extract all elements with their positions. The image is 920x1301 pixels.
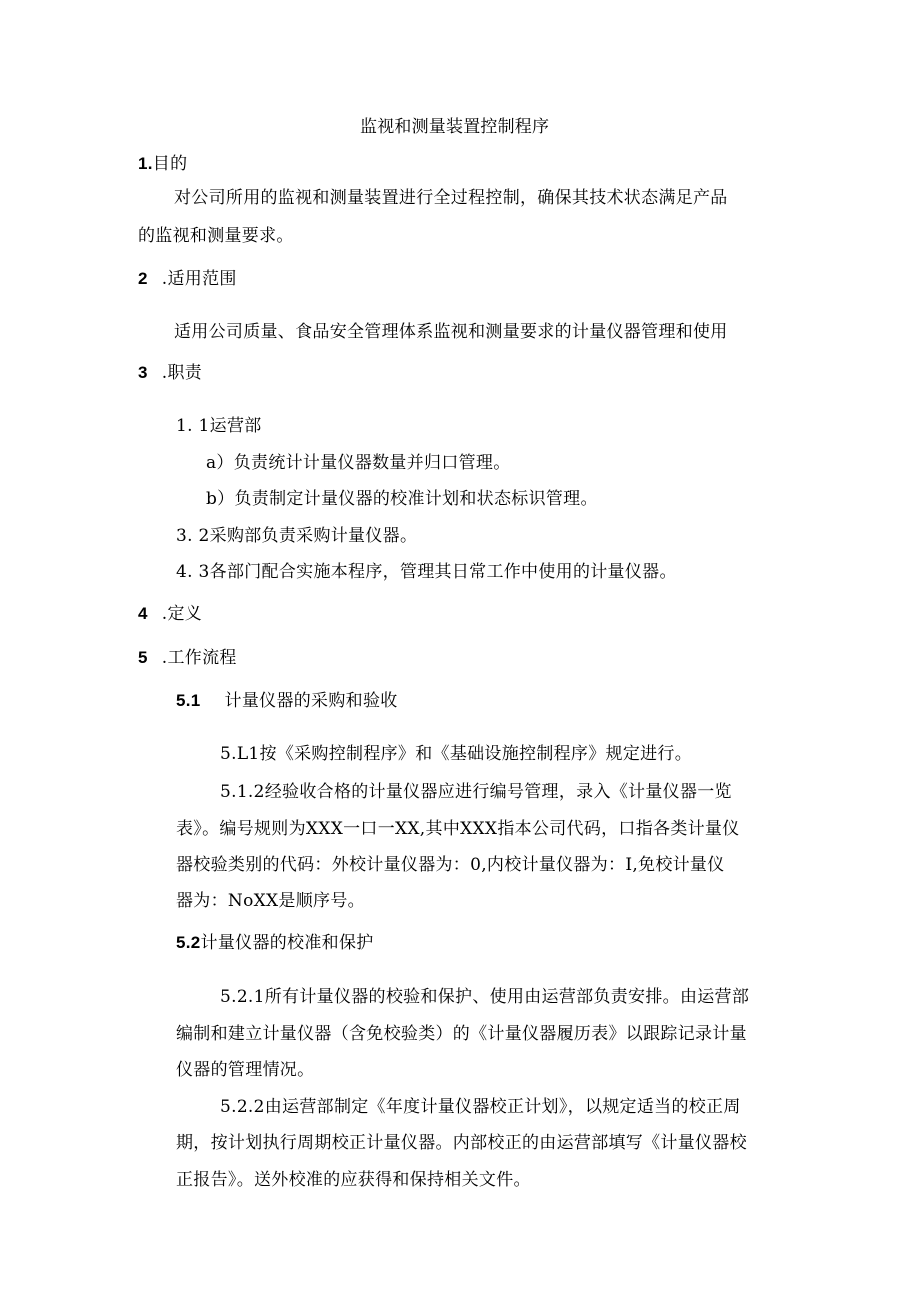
section-3-title: .职责 (161, 363, 203, 383)
section-4-number: 4 (138, 604, 148, 623)
section-5-number: 5 (138, 648, 148, 667)
section-3-number: 3 (138, 363, 148, 382)
section-3-item-1: 1. 1运营部 (176, 416, 262, 436)
section-5-2-2-line: 期，按计划执行周期校正计量仪器。内部校正的由运营部填写《计量仪器校 (176, 1133, 747, 1153)
section-5-2-heading (176, 932, 374, 954)
section-5-2-1-line: 编制和建立计量仪器（含免校验类）的《计量仪器履历表》以跟踪记录计量 (176, 1024, 747, 1044)
section-2-paragraph: 适用公司质量、食品安全管理体系监视和测量要求的计量仪器管理和使用 (174, 322, 728, 342)
section-5-2-title: 计量仪器的校准和保护 (200, 933, 374, 953)
section-2-number: 2 (138, 269, 148, 288)
section-3-item-1b: b）负责制定计量仪器的校准计划和状态标识管理。 (206, 489, 598, 509)
section-5-2-2-line: 5.2.2由运营部制定《年度计量仪器校正计划》，以规定适当的校正周 (220, 1097, 741, 1117)
section-5-1-number: 5.1 (176, 691, 201, 710)
section-5-2-1-line: 仪器的管理情况。 (176, 1060, 315, 1080)
section-1-paragraph-line: 的监视和测量要求。 (138, 226, 294, 246)
section-1-paragraph-line: 对公司所用的监视和测量装置进行全过程控制，确保其技术状态满足产品 (174, 188, 728, 208)
section-3-item-3: 4. 3各部门配合实施本程序，管理其日常工作中使用的计量仪器。 (176, 562, 677, 582)
section-5-heading (138, 647, 237, 669)
section-5-1-2-line: 5.1.2经验收合格的计量仪器应进行编号管理，录入《计量仪器一览 (220, 782, 732, 802)
section-5-1-2-line: 器校验类别的代码：外校计量仪器为：0,内校计量仪器为：I,免校计量仪 (176, 855, 725, 875)
section-5-1-title: 计量仪器的采购和验收 (224, 691, 398, 711)
section-5-title: .工作流程 (161, 648, 237, 668)
section-3-item-2: 3. 2采购部负责采购计量仪器。 (176, 526, 418, 546)
section-5-1-2-line: 表》。编号规则为XXX一口一XX,其中XXX指本公司代码，口指各类计量仪 (176, 819, 740, 839)
section-5-2-1-line: 5.2.1所有计量仪器的校验和保护、使用由运营部负责安排。由运营部 (220, 987, 750, 1007)
section-5-1-1-paragraph: 5.L1按《采购控制程序》和《基础设施控制程序》规定进行。 (220, 744, 693, 764)
section-2-heading (138, 268, 237, 290)
section-5-2-number: 5.2 (176, 933, 201, 952)
section-4-heading (138, 603, 202, 625)
section-5-2-2-line: 正报告》。送外校准的应获得和保持相关文件。 (176, 1170, 531, 1190)
section-2-title: .适用范围 (161, 269, 237, 289)
section-4-title: .定义 (161, 604, 203, 624)
section-1-heading (138, 153, 187, 175)
section-3-heading (138, 362, 202, 384)
section-5-1-2-line: 器为：NoXX是顺序号。 (176, 891, 365, 911)
section-5-1-heading (176, 690, 398, 712)
document-title: 监视和测量装置控制程序 (360, 117, 550, 137)
section-3-item-1a: a）负责统计计量仪器数量并归口管理。 (206, 453, 511, 473)
section-1-number: 1. (138, 154, 153, 173)
section-1-title: 目的 (152, 154, 188, 174)
